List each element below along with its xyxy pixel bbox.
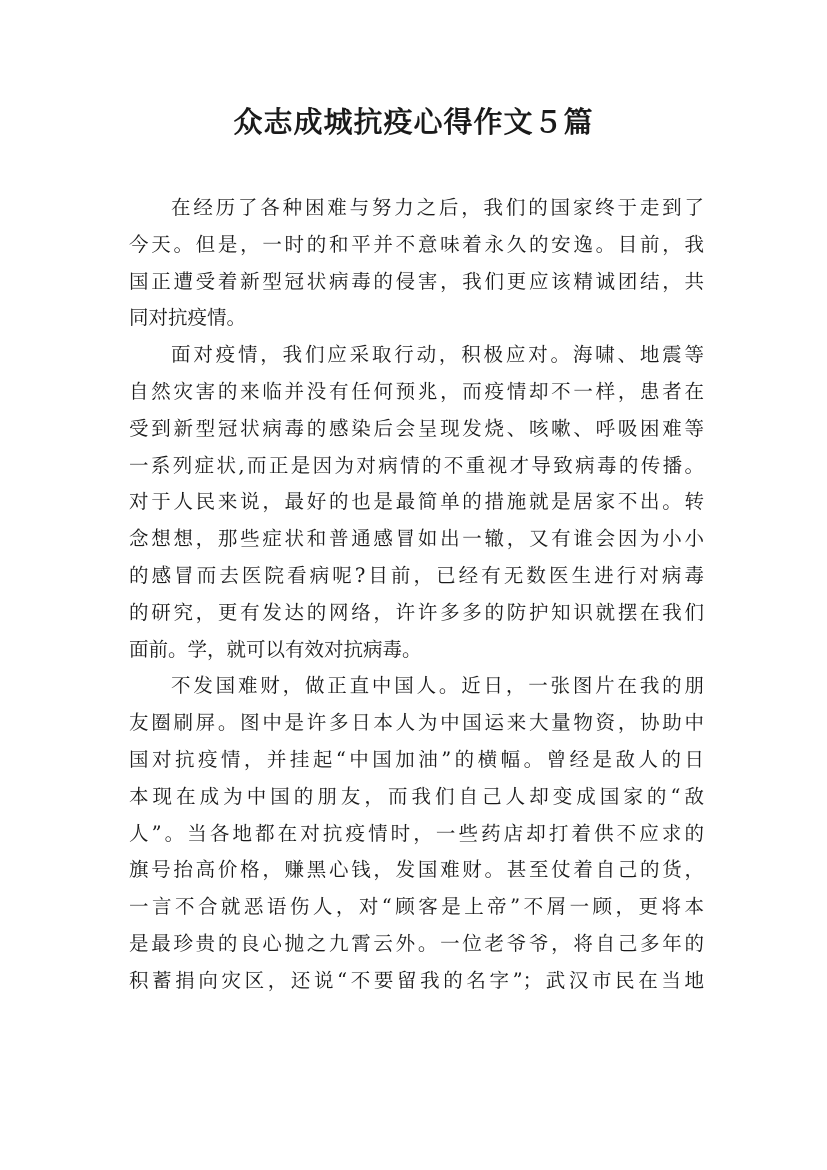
text-line: 旗号抬高价格，赚黑心钱，发国难财。甚至仗着自己的货， bbox=[129, 858, 704, 882]
text-line: 自然灾害的来临并没有任何预兆，而疫情却不一样，患者在 bbox=[129, 379, 704, 403]
text-line: 同对抗疫情。 bbox=[129, 306, 247, 330]
text-line: 是最珍贵的良心抛之九霄云外。一位老爷爷，将自己多年的 bbox=[129, 931, 704, 955]
text-line: 的研究，更有发达的网络，许许多多的防护知识就摆在我们 bbox=[129, 600, 704, 624]
text-line: 面前。学，就可以有效对抗病毒。 bbox=[129, 637, 422, 661]
article-body bbox=[129, 190, 704, 1000]
text-line: 今天。但是，一时的和平并不意味着永久的安逸。目前，我 bbox=[129, 232, 704, 256]
text-line: 面对疫情，我们应采取行动，积极应对。海啸、地震等 bbox=[171, 343, 704, 367]
text-line: 念想想，那些症状和普通感冒如出一辙，又有谁会因为小小 bbox=[129, 527, 704, 551]
text-line: 国正遭受着新型冠状病毒的侵害，我们更应该精诚团结，共 bbox=[129, 269, 704, 293]
text-line: 本现在成为中国的朋友，而我们自己人却变成国家的“敌 bbox=[129, 784, 704, 808]
text-line: 一言不合就恶语伤人，对“顾客是上帝”不屑一顾，更将本 bbox=[129, 895, 704, 919]
text-line: 一系列症状,而正是因为对病情的不重视才导致病毒的传播。 bbox=[129, 453, 704, 477]
text-line: 受到新型冠状病毒的感染后会呈现发烧、咳嗽、呼吸困难等 bbox=[129, 416, 704, 440]
text-line: 在经历了各种困难与努力之后，我们的国家终于走到了 bbox=[171, 196, 704, 219]
text-line: 不发国难财，做正直中国人。近日，一张图片在我的朋 bbox=[171, 674, 704, 698]
text-line: 积蓄捐向灾区，还说“不要留我的名字”；武汉市民在当地 bbox=[129, 968, 704, 992]
text-line: 的感冒而去医院看病呢?目前，已经有无数医生进行对病毒 bbox=[129, 563, 704, 587]
text-line: 友圈刷屏。图中是许多日本人为中国运来大量物资，协助中 bbox=[129, 711, 704, 735]
text-line: 国对抗疫情，并挂起“中国加油”的横幅。曾经是敌人的日 bbox=[129, 747, 704, 771]
page-title: 众志成城抗疫心得作文５篇 bbox=[233, 105, 594, 139]
text-line: 人”。当各地都在对抗疫情时，一些药店却打着供不应求的 bbox=[129, 821, 704, 845]
text-line: 对于人民来说，最好的也是最简单的措施就是居家不出。转 bbox=[129, 490, 704, 514]
